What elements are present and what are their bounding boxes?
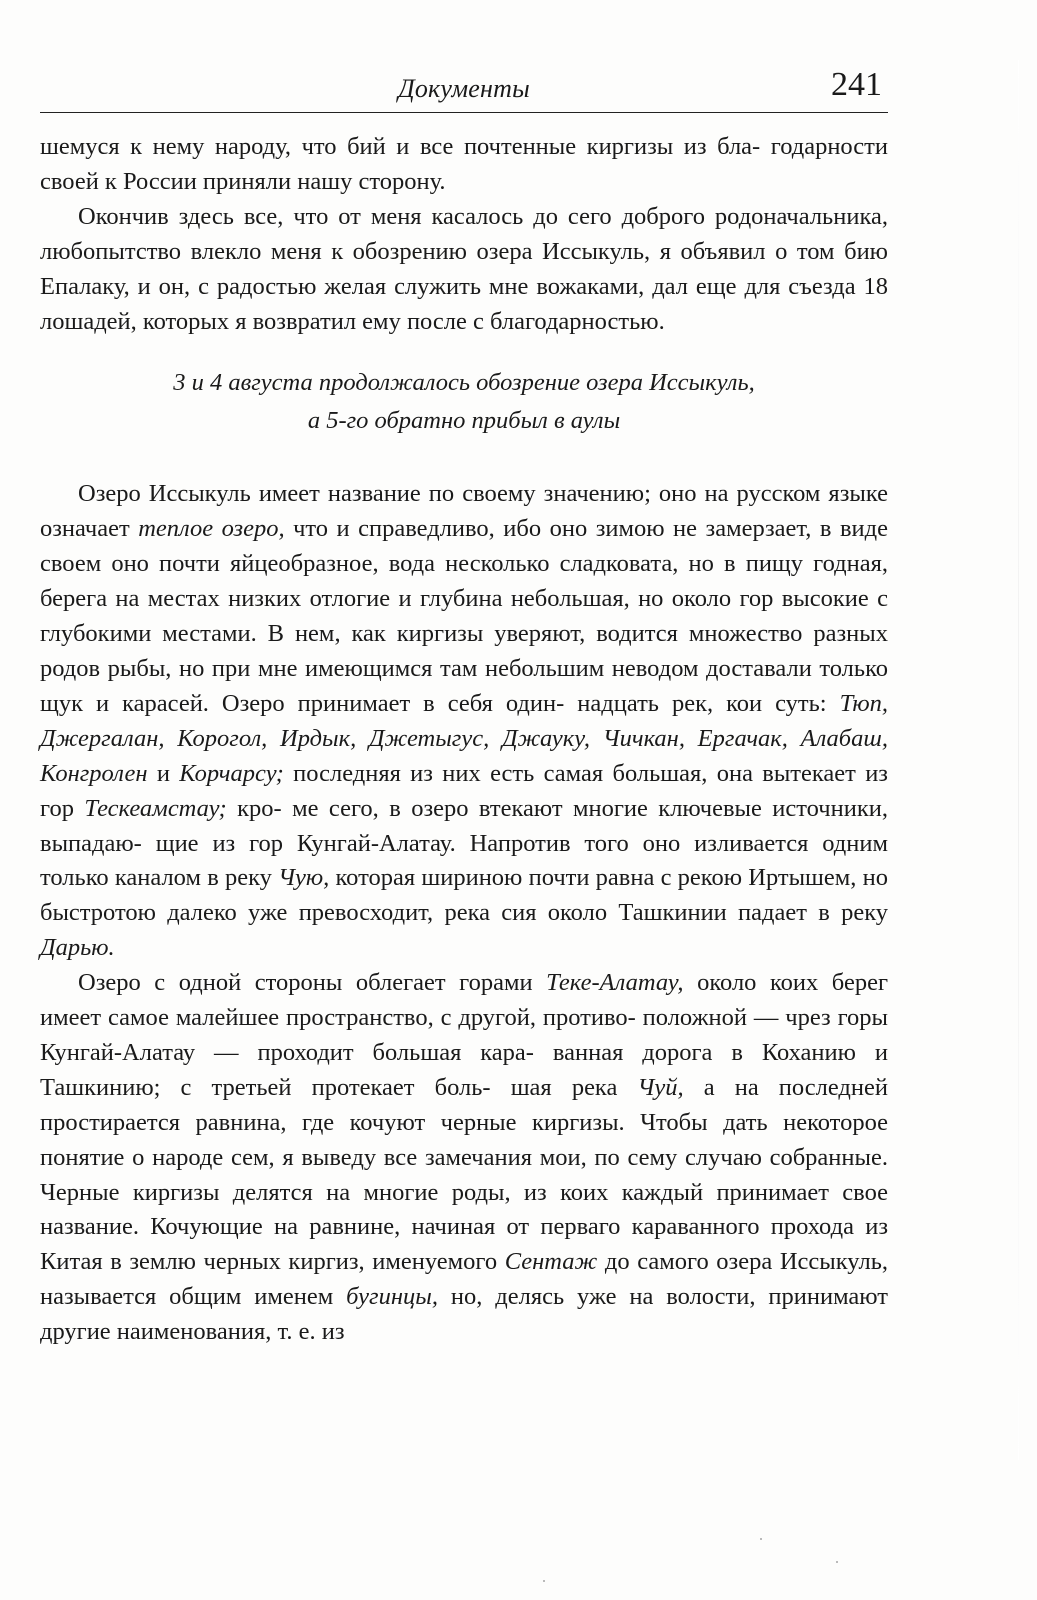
text-run: до самого озера Иссыкуль, называется общим именем <box>40 1248 888 1311</box>
text-run: Озеро Иссыкуль имеет название по своему значению; оно на русском языке означает <box>40 480 888 543</box>
italic-people-name: бугинцы, <box>346 1283 438 1311</box>
italic-mountain-name: Тескеамстау; <box>84 794 227 822</box>
section-heading-line-1: 3 и 4 августа продолжалось обозрение озера Иссыкуль, <box>173 369 755 397</box>
continued-line-1: шемуся к нему народу, что бий и все почтенные киргизы из бла- <box>40 133 761 160</box>
italic-text-run: теплое озеро, <box>138 515 285 543</box>
page-body <box>40 130 888 1350</box>
running-title: Документы <box>398 74 530 103</box>
scan-speck <box>543 1580 545 1582</box>
text-run: последняя из них есть самая большая, она вытекает из гор <box>40 759 888 822</box>
text-run: Озеро с одной стороны облегает горами <box>78 969 547 997</box>
paragraph-line-2: родоначальника, любопытство влекло меня к обозрению озера <box>40 202 888 265</box>
running-header <box>40 68 888 113</box>
text-run: которая шириною почти равна с рекою Иртышем, но быстротою далеко уже превосходит, река сия около Ташкинии падает в реку <box>40 864 888 927</box>
italic-river-name: Чую, <box>278 864 330 892</box>
text-run: что и справедливо, ибо оно зимою не замерзает, в виде своем оно почти яйцеобразное, вода несколько сладковата, но в пищу годная, берега на местах низких отлогие и глубина небольшая, но около гор высокие с глубокими местами. В нем, как киргизы уверяют, водится множество разных родов рыбы, но при мне имеющимся там небольшим неводом доставали только щук и карасей. Озеро принимает в себя один- надцать рек, кои суть: <box>40 515 888 717</box>
paragraph-lake-description <box>40 477 888 966</box>
italic-river-list: Тюп, Джергалан, Корогол, Ирдык, Джетыгус, Джауку, Чичкан, Ергачак, Алабаш, Конгролен <box>40 689 888 787</box>
italic-river-name: Дарью. <box>40 934 115 962</box>
paragraph-lake-visit <box>40 200 888 340</box>
page-number: 241 <box>831 66 882 103</box>
text-run: кро- ме сего, в озеро втекают многие ключевые источники, выпадаю- щие из гор Кунгай-Алатау. Напротив того оно изливается одним только каналом в реку <box>40 794 888 892</box>
text-run: и <box>147 759 180 787</box>
text-run: около коих берег имеет самое малейшее пространство, с другой, противо- положной — чрез горы Кунгай-Алатау — проходит большая кара- ванная дорога в Коханию и Ташкинию; с третьей протекает боль- шая река <box>40 969 888 1101</box>
continued-paragraph <box>40 130 888 200</box>
paragraph-black-kirghiz <box>40 966 888 1350</box>
italic-river-name: Корчарсу; <box>179 759 284 787</box>
paragraph-line-1: Окончив здесь все, что от меня касалось до сего доброго <box>78 202 705 230</box>
page-edge-shadow <box>1018 60 1019 1460</box>
section-heading <box>40 364 888 440</box>
paragraph-line-4: служить мне вожаками, дал еще для съезда 18 лошадей, которых <box>40 272 889 335</box>
text-run: а на последней простирается равнина, где кочуют черные киргизы. Чтобы дать некоторое понятие о народе сем, я выведу все замечания мои, по сему случаю собранные. Черные киргизы делятся на многие роды, из коих каждый принимает свое название. Кочующие на равнине, начиная от перваго караванного прохода из Китая в землю черных киргиз, именуемого <box>40 1073 888 1276</box>
section-heading-line-2: а 5-го обратно прибыл в аулы <box>307 407 621 435</box>
italic-place-name: Сентаж <box>504 1248 598 1276</box>
scan-speck <box>760 1538 762 1540</box>
paragraph-line-5: я возвратил ему после с благодарностью. <box>235 307 665 335</box>
scan-speck <box>836 1561 838 1563</box>
continued-line-2: годарности своей к России приняли нашу сторону. <box>40 133 888 195</box>
italic-river-name: Чуй, <box>637 1073 684 1101</box>
italic-mountain-name: Теке-Алатау, <box>546 969 684 997</box>
text-run: но, делясь уже на волости, принимают другие наименования, т. е. из <box>40 1283 888 1346</box>
paragraph-line-3: Иссыкуль, я объявил о том бию Епалаку, и он, с радостью желая <box>40 237 888 300</box>
